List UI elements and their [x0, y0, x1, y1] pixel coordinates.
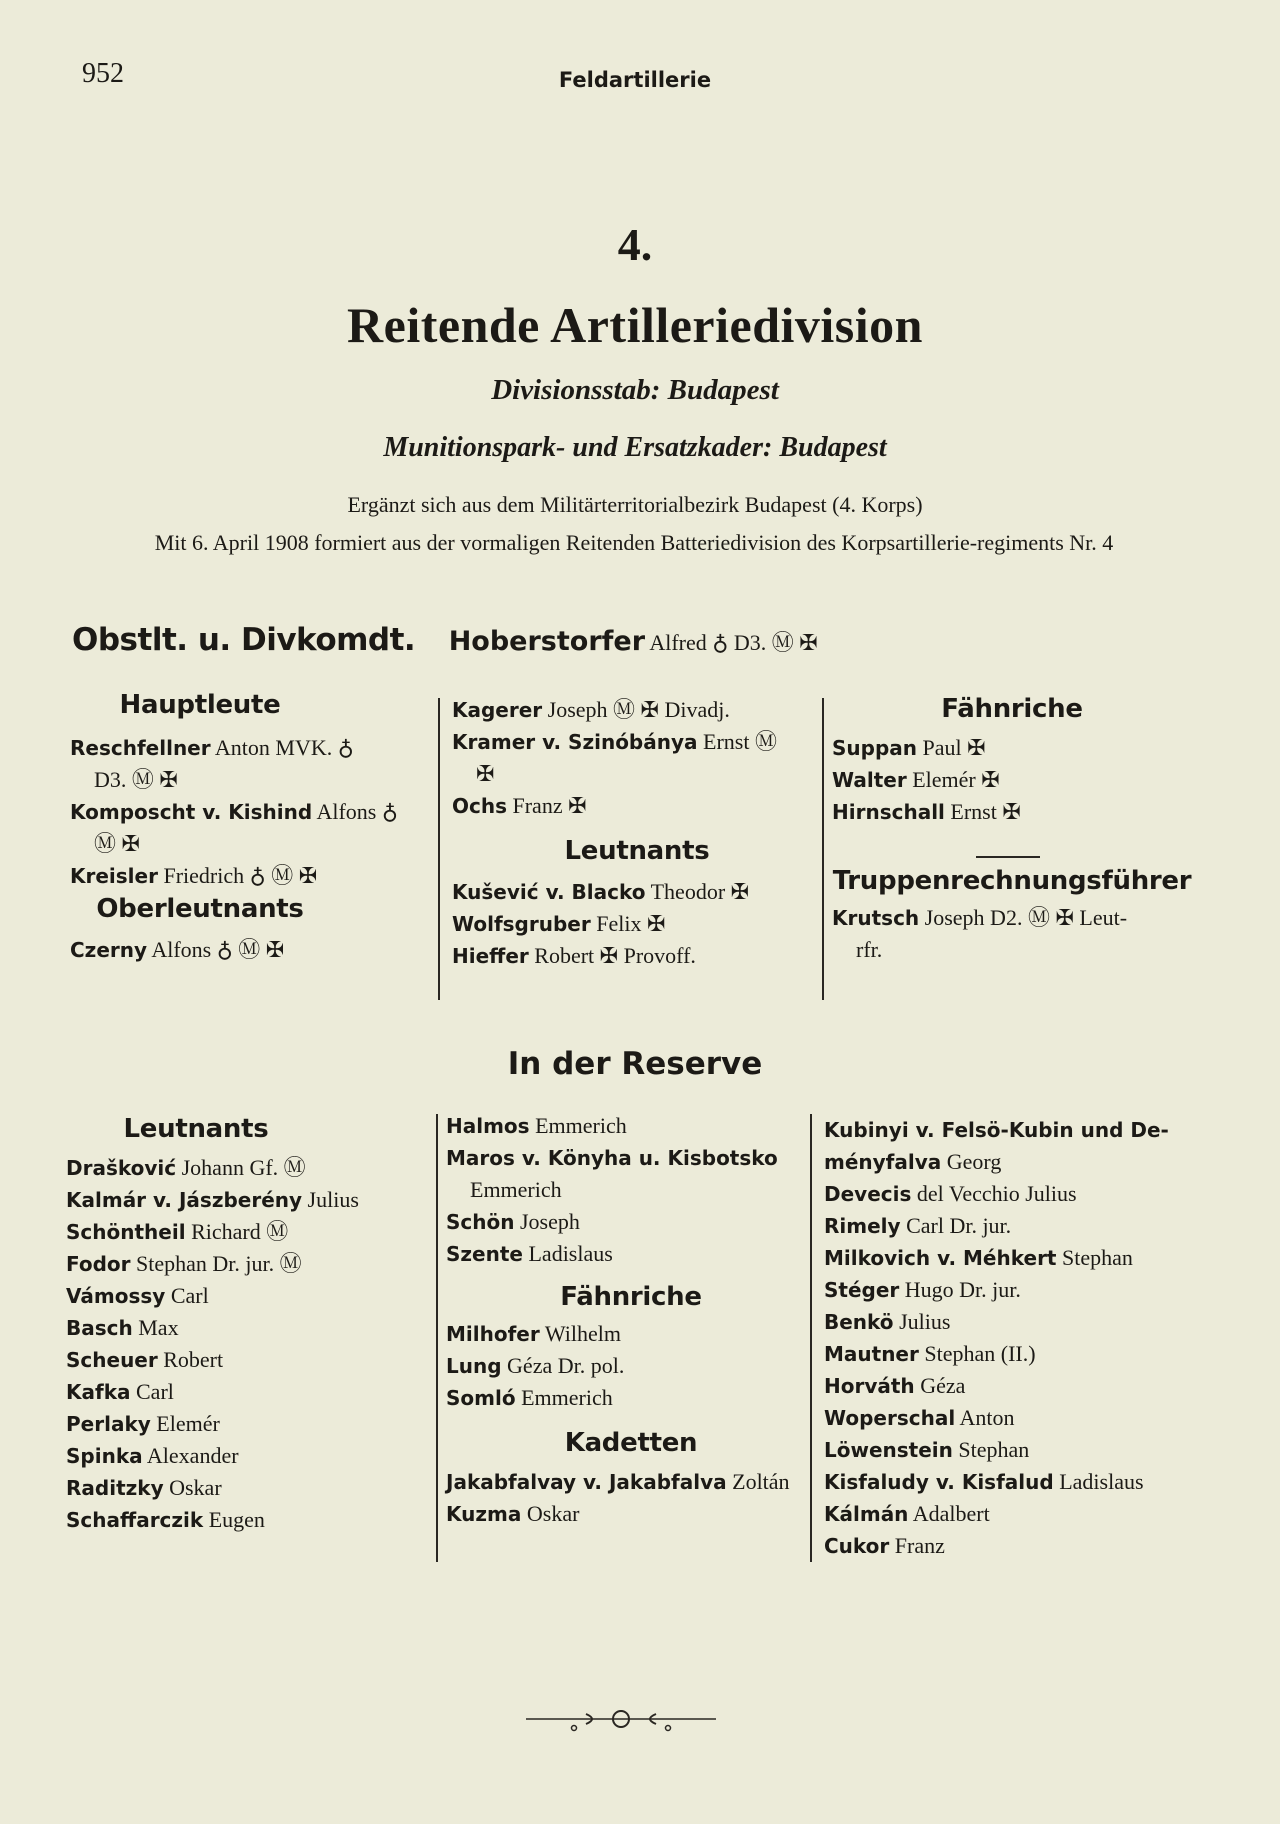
list-oberleutnants — [70, 934, 430, 966]
surname: Somló — [446, 1386, 516, 1410]
given-and-marks: Zoltán — [732, 1469, 790, 1494]
reserve-col-2 — [446, 1110, 816, 1530]
given-and-marks: D3. Ⓜ ✠ — [94, 767, 178, 792]
reserve-heading: In der Reserve — [507, 1046, 763, 1082]
given-and-marks: Stephan Dr. jur. Ⓜ — [136, 1251, 302, 1276]
surname: Milhofer — [446, 1322, 540, 1346]
given-and-marks: Joseph — [519, 1209, 580, 1234]
given-and-marks: Géza — [920, 1373, 966, 1398]
list-hauptleute — [70, 732, 430, 892]
given-and-marks: Emmerich — [470, 1177, 562, 1202]
reserve-col-3 — [824, 1114, 1184, 1562]
list-item — [824, 1146, 1184, 1178]
given-and-marks: Elemér — [156, 1411, 220, 1436]
heading-faehnriche: Fähnriche — [941, 694, 1083, 724]
list-item — [452, 876, 822, 908]
column-rule — [822, 698, 824, 1000]
list-item — [832, 796, 1192, 828]
list-leutnants — [452, 876, 822, 972]
column-rule — [438, 698, 440, 1000]
list-item — [452, 726, 822, 758]
surname: Schöntheil — [66, 1220, 186, 1244]
given-and-marks: Emmerich — [535, 1113, 627, 1138]
surname: Halmos — [446, 1114, 530, 1138]
surname: Walter — [832, 768, 907, 792]
given-and-marks: Hugo Dr. jur. — [904, 1277, 1021, 1302]
surname: Vámossy — [66, 1284, 166, 1308]
surname: Hieffer — [452, 944, 529, 968]
surname: Kušević v. Blacko — [452, 880, 646, 904]
given-and-marks: Franz ✠ — [512, 793, 587, 818]
division-numeral: 4. — [617, 219, 653, 270]
commander-marks: ♁ D3. Ⓜ ✠ — [712, 630, 818, 655]
surname: Kafka — [66, 1380, 131, 1404]
given-and-marks: Anton MVK. ♁ — [214, 735, 354, 760]
given-and-marks: Wilhelm — [544, 1321, 621, 1346]
list-item — [824, 1306, 1184, 1338]
given-and-marks: Paul ✠ — [922, 735, 986, 760]
munitionspark-line: Munitionspark- und Ersatzkader: Budapest — [383, 432, 887, 463]
list-item — [452, 694, 822, 726]
given-and-marks: Felix ✠ — [596, 911, 666, 936]
surname: Milkovich v. Méhkert — [824, 1246, 1057, 1270]
list-item — [446, 1350, 816, 1382]
active-col-3 — [832, 694, 1192, 966]
list-item — [70, 796, 430, 828]
given-and-marks: Carl — [170, 1283, 209, 1308]
column-rule — [810, 1114, 812, 1562]
given-and-marks: Eugen — [208, 1507, 265, 1532]
surname: Devecis — [824, 1182, 912, 1206]
surname: Benkö — [824, 1310, 894, 1334]
list-item — [70, 764, 430, 796]
list-item — [824, 1370, 1184, 1402]
page-title: Reitende Artilleriedivision — [347, 297, 923, 353]
given-and-marks: Joseph Ⓜ ✠ Divadj. — [547, 697, 730, 722]
list-item — [70, 828, 430, 860]
list-item — [66, 1312, 426, 1344]
surname: Czerny — [70, 938, 148, 962]
heading-truppenrechnungsfuehrer: Truppenrechnungsführer — [832, 866, 1192, 896]
list-item — [446, 1206, 816, 1238]
given-and-marks: Robert ✠ Provoff. — [534, 943, 696, 968]
list-item — [452, 940, 822, 972]
heading-leutnants: Leutnants — [564, 836, 710, 866]
surname: Horváth — [824, 1374, 915, 1398]
given-and-marks: Ladislaus — [528, 1241, 613, 1266]
given-and-marks: ✠ — [476, 761, 495, 786]
surname: Kreisler — [70, 864, 158, 888]
commander-line — [72, 622, 818, 658]
given-and-marks: Ernst Ⓜ — [703, 729, 777, 754]
list-item — [824, 1114, 1184, 1146]
list-item — [446, 1174, 816, 1206]
given-and-marks: Robert — [163, 1347, 224, 1372]
heading-reserve-leutnants: Leutnants — [123, 1114, 269, 1144]
list-item — [824, 1530, 1184, 1562]
surname: Löwenstein — [824, 1438, 953, 1462]
given-and-marks: del Vecchio Julius — [916, 1181, 1077, 1206]
commander-surname: Hoberstorfer — [448, 626, 646, 657]
list-item — [832, 764, 1192, 796]
surname: Stéger — [824, 1278, 900, 1302]
surname: Maros v. Könyha u. Kisbotsko — [446, 1146, 778, 1170]
surname: Raditzky — [66, 1476, 164, 1500]
list-reserve-faehnriche — [446, 1318, 816, 1414]
page-number: 952 — [82, 58, 124, 89]
surname: Kubinyi v. Felsö-Kubin und De- — [824, 1118, 1169, 1142]
divisionsstab-line: Divisionsstab: Budapest — [491, 374, 779, 406]
commander-given: Alfred — [649, 630, 707, 655]
given-and-marks: Julius — [899, 1309, 951, 1334]
given-and-marks: Elemér ✠ — [912, 767, 1000, 792]
list-item — [446, 1142, 816, 1174]
list-item — [66, 1280, 426, 1312]
list-item — [824, 1434, 1184, 1466]
surname: Fodor — [66, 1252, 131, 1276]
list-item — [832, 732, 1192, 764]
active-col-1 — [70, 690, 430, 966]
list-item — [446, 1466, 816, 1498]
surname: Perlaky — [66, 1412, 151, 1436]
active-col-2 — [452, 694, 822, 972]
surname: Kuzma — [446, 1502, 522, 1526]
surname: Reschfellner — [70, 736, 211, 760]
given-and-marks: Joseph D2. Ⓜ ✠ Leut- — [924, 905, 1128, 930]
surname: Woperschal — [824, 1406, 956, 1430]
ergaenzt-line: Ergänzt sich aus dem Militärterritorialbezirk Budapest (4. Korps) — [347, 492, 923, 517]
ornament-divider — [526, 1706, 716, 1732]
section-rule — [976, 856, 1040, 858]
given-and-marks: Stephan — [1062, 1245, 1133, 1270]
given-and-marks: Franz — [894, 1533, 945, 1558]
given-and-marks: Alexander — [146, 1443, 239, 1468]
given-and-marks: Alfons ♁ Ⓜ ✠ — [151, 937, 285, 962]
list-reserve-leutnants — [66, 1152, 426, 1536]
list-item — [66, 1184, 426, 1216]
list-reserve-col3 — [824, 1114, 1184, 1562]
surname: Jakabfalvay v. Jakabfalva — [446, 1470, 727, 1494]
list-item — [66, 1440, 426, 1472]
list-kadetten — [446, 1466, 816, 1530]
list-item — [824, 1338, 1184, 1370]
list-item — [66, 1408, 426, 1440]
surname: Cukor — [824, 1534, 890, 1558]
given-and-marks: Anton — [959, 1405, 1015, 1430]
given-and-marks: Stephan (II.) — [924, 1341, 1036, 1366]
given-and-marks: Oskar — [526, 1501, 580, 1526]
list-item — [824, 1274, 1184, 1306]
list-item — [824, 1402, 1184, 1434]
reserve-col-1 — [66, 1114, 426, 1536]
list-item — [452, 908, 822, 940]
surname: Lung — [446, 1354, 502, 1378]
list-item — [824, 1242, 1184, 1274]
heading-hauptleute: Hauptleute — [119, 690, 281, 720]
surname: Drašković — [66, 1156, 177, 1180]
surname: Ochs — [452, 794, 507, 818]
surname: Komposcht v. Kishind — [70, 800, 313, 824]
list-item — [832, 902, 1192, 934]
surname: Kalmár v. Jászberény — [66, 1188, 303, 1212]
given-and-marks: Johann Gf. Ⓜ — [181, 1155, 306, 1180]
list-hauptleute-cont — [452, 694, 822, 822]
column-rule — [436, 1114, 438, 1562]
surname: Kagerer — [452, 698, 543, 722]
given-and-marks: Carl — [136, 1379, 174, 1404]
list-item — [70, 934, 430, 966]
commander-rank: Obstlt. u. Divkomdt. — [72, 622, 416, 658]
list-item — [824, 1178, 1184, 1210]
given-and-marks: Alfons ♁ — [316, 799, 398, 824]
list-item — [452, 758, 822, 790]
list-item — [446, 1110, 816, 1142]
list-faehnriche — [832, 732, 1192, 828]
list-item — [824, 1466, 1184, 1498]
given-and-marks: Theodor ✠ — [650, 879, 750, 904]
given-and-marks: rfr. — [856, 937, 883, 962]
list-item — [446, 1382, 816, 1414]
heading-oberleutnants: Oberleutnants — [96, 894, 304, 924]
list-item — [66, 1344, 426, 1376]
surname: Kramer v. Szinóbánya — [452, 730, 698, 754]
given-and-marks: Ladislaus — [1059, 1469, 1144, 1494]
given-and-marks: Oskar — [169, 1475, 222, 1500]
given-and-marks: Friedrich ♁ Ⓜ ✠ — [163, 863, 318, 888]
given-and-marks: Ernst ✠ — [950, 799, 1021, 824]
given-and-marks: Carl Dr. jur. — [906, 1213, 1012, 1238]
list-item — [824, 1498, 1184, 1530]
given-and-marks: Emmerich — [521, 1385, 613, 1410]
surname: Schön — [446, 1210, 515, 1234]
list-item — [66, 1152, 426, 1184]
surname: Hirnschall — [832, 800, 945, 824]
surname: Kisfaludy v. Kisfalud — [824, 1470, 1054, 1494]
given-and-marks: Georg — [946, 1149, 1002, 1174]
surname: Kálmán — [824, 1502, 909, 1526]
heading-kadetten: Kadetten — [564, 1428, 698, 1458]
surname: Krutsch — [832, 906, 920, 930]
given-and-marks: Géza Dr. pol. — [507, 1353, 625, 1378]
surname: Scheuer — [66, 1348, 158, 1372]
list-item — [446, 1498, 816, 1530]
surname: Rimely — [824, 1214, 901, 1238]
given-and-marks: Richard Ⓜ — [191, 1219, 289, 1244]
list-item — [446, 1318, 816, 1350]
list-truppenrechnungsfuehrer — [832, 902, 1192, 966]
given-and-marks: Max — [138, 1315, 179, 1340]
list-item — [70, 860, 430, 892]
list-item — [446, 1238, 816, 1270]
surname: Schaffarczik — [66, 1508, 204, 1532]
formiert-line: Mit 6. April 1908 formiert aus der vormaligen Reitenden Batteriedivision des Korpsartillerie-regiments Nr. 4 — [154, 530, 1114, 555]
surname: Wolfsgruber — [452, 912, 591, 936]
list-item — [66, 1472, 426, 1504]
heading-reserve-faehnriche: Fähnriche — [560, 1282, 702, 1312]
given-and-marks: Julius — [307, 1187, 359, 1212]
list-item — [66, 1504, 426, 1536]
surname: ményfalva — [824, 1150, 942, 1174]
list-item — [832, 934, 1192, 966]
given-and-marks: Adalbert — [912, 1501, 990, 1526]
running-head: Feldartillerie — [558, 68, 712, 92]
list-item — [824, 1210, 1184, 1242]
surname: Basch — [66, 1316, 133, 1340]
surname: Suppan — [832, 736, 918, 760]
surname: Mautner — [824, 1342, 919, 1366]
surname: Szente — [446, 1242, 523, 1266]
given-and-marks: Stephan — [958, 1437, 1030, 1462]
list-item — [70, 732, 430, 764]
list-reserve-leutnants-cont — [446, 1110, 816, 1270]
list-item — [452, 790, 822, 822]
surname: Spinka — [66, 1444, 143, 1468]
list-item — [66, 1376, 426, 1408]
given-and-marks: Ⓜ ✠ — [94, 831, 140, 856]
list-item — [66, 1248, 426, 1280]
list-item — [66, 1216, 426, 1248]
